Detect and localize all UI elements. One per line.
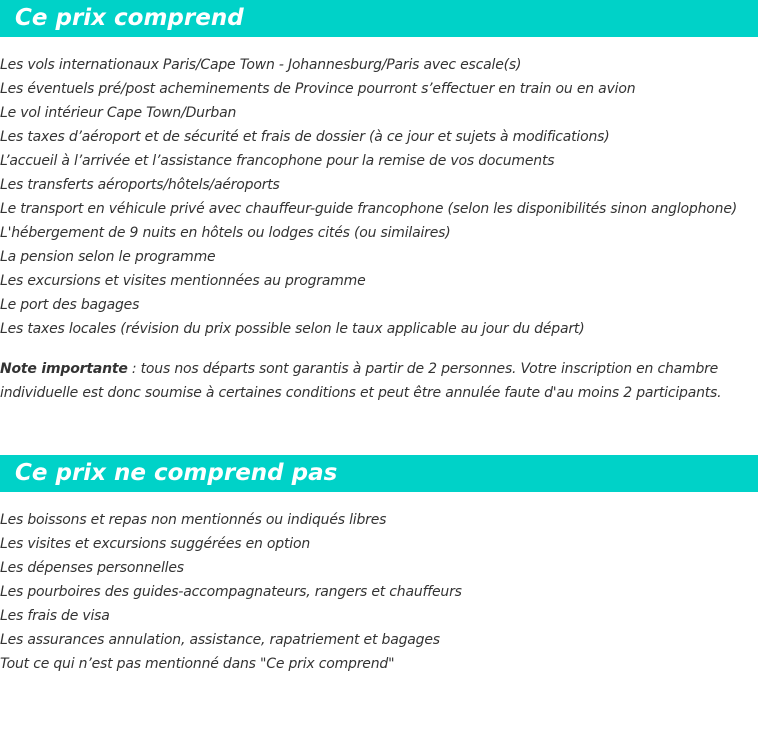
excludes-section-header bbox=[0, 455, 758, 492]
includes-item: La pension selon le programme bbox=[0, 249, 216, 265]
includes-title: Ce prix comprend bbox=[15, 5, 244, 31]
important-note-text: : tous nos départs sont garantis à partir de 2 personnes. Votre inscription en chambre individuelle est donc soumise à certaines conditions et peut être annulée faute d'au moins 2 participants. bbox=[0, 361, 722, 401]
important-note-label: Note importante bbox=[0, 361, 128, 377]
includes-item: Les éventuels pré/post acheminements de Province pourront s’effectuer en train ou en avion bbox=[0, 81, 636, 97]
includes-item: Les taxes d’aéroport et de sécurité et frais de dossier (à ce jour et sujets à modifications) bbox=[0, 129, 610, 145]
includes-item: Le transport en véhicule privé avec chauffeur-guide francophone (selon les disponibilités sinon anglophone) bbox=[0, 201, 737, 217]
includes-item: L’accueil à l’arrivée et l’assistance francophone pour la remise de vos documents bbox=[0, 153, 555, 169]
includes-item: Les excursions et visites mentionnées au programme bbox=[0, 273, 366, 289]
includes-item: Le vol intérieur Cape Town/Durban bbox=[0, 105, 237, 121]
excludes-item: Les assurances annulation, assistance, rapatriement et bagages bbox=[0, 632, 440, 648]
excludes-item: Les boissons et repas non mentionnés ou indiqués libres bbox=[0, 512, 387, 528]
excludes-item: Les pourboires des guides-accompagnateurs, rangers et chauffeurs bbox=[0, 584, 462, 600]
excludes-item: Tout ce qui n’est pas mentionné dans "Ce prix comprend" bbox=[0, 656, 395, 672]
includes-item: Les taxes locales (révision du prix possible selon le taux applicable au jour du départ) bbox=[0, 321, 585, 337]
excludes-list bbox=[0, 508, 758, 676]
includes-item: Le port des bagages bbox=[0, 297, 140, 313]
includes-item: L'hébergement de 9 nuits en hôtels ou lodges cités (ou similaires) bbox=[0, 225, 451, 241]
includes-item: Les transferts aéroports/hôtels/aéroports bbox=[0, 177, 280, 193]
excludes-item: Les dépenses personnelles bbox=[0, 560, 184, 576]
important-note bbox=[0, 357, 752, 405]
includes-section-header bbox=[0, 0, 758, 37]
excludes-item: Les visites et excursions suggérées en option bbox=[0, 536, 310, 552]
excludes-item: Les frais de visa bbox=[0, 608, 110, 624]
excludes-title: Ce prix ne comprend pas bbox=[15, 460, 338, 486]
includes-list bbox=[0, 53, 758, 341]
includes-item: Les vols internationaux Paris/Cape Town - Johannesburg/Paris avec escale(s) bbox=[0, 57, 522, 73]
